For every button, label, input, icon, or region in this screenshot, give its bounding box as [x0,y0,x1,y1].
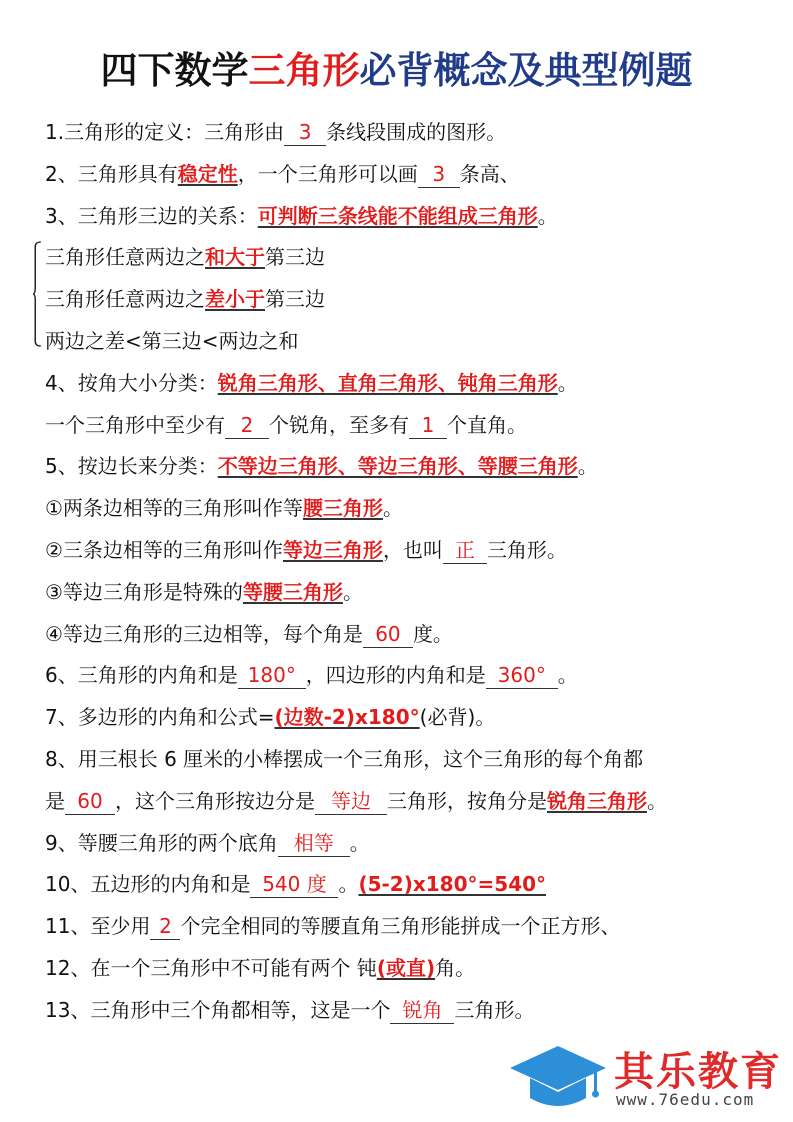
content-lines [45,112,765,1032]
answer-blank: 1 [409,412,447,439]
answer-blank: 3 [284,119,326,146]
text-segment: (必背)。 [419,705,496,730]
text-segment: 。 [557,370,578,395]
content-line [45,405,765,447]
text-segment: 三角形。 [454,997,535,1022]
text-segment: 条高、 [459,161,520,186]
content-line [45,446,765,488]
text-segment: ③等边三角形是特殊的 [45,579,243,604]
answer-blank: 360° [486,662,558,689]
text-segment: 。 [349,830,370,855]
text-segment: 13、三角形中三个角都相等，这是一个 [45,997,391,1022]
text-segment: 。 [382,496,403,521]
content-line [45,572,765,614]
answer-text: 锐角三角形、直角三角形、钝角三角形 [217,370,558,395]
answer-blank: 正 [443,537,487,564]
text-segment: ②三条边相等的三角形叫作 [45,537,283,562]
answer-text: (5-2)x180°=540° [358,872,547,897]
text-segment: 5、按边长来分类： [45,454,218,479]
content-line [45,864,765,906]
answer-text: 可判断三条线能不能组成三角形 [257,203,538,228]
answer-blank: 60 [65,788,115,815]
text-segment: 4、按角大小分类： [45,370,218,395]
content-line [45,363,765,405]
title-part-1: 四下数学 [100,49,249,92]
brand-name: 其乐教育 [614,1049,782,1095]
text-segment: 是 [45,788,65,813]
text-segment: 角。 [435,955,476,980]
text-segment: ，四边形的内角和是 [305,663,486,688]
answer-text: 等边三角形 [282,537,383,562]
answer-text: 锐角三角形 [547,788,647,813]
text-segment: 11、至少用 [45,914,151,939]
text-segment: 9、等腰三角形的两个底角 [45,830,278,855]
text-segment: 。 [647,788,667,813]
text-segment: 个完全相同的等腰直角三角形能拼成一个正方形、 [180,914,621,939]
brand-url: www.76edu.com [616,1090,755,1109]
text-segment: 两边之差<第三边<两边之和 [45,328,299,353]
content-line [45,488,765,530]
text-segment: 三角形任意两边之 [45,245,205,270]
text-segment: ④等边三角形的三边相等，每个角是 [45,621,363,646]
text-segment: 个直角。 [447,412,527,437]
answer-text: 不等边三角形、等边三角形、等腰三角形 [217,454,578,479]
text-segment: 。 [342,579,363,604]
text-segment: 。 [557,663,578,688]
answer-text: 差小于 [205,287,265,312]
title-part-3: 必背概念及典型例题 [359,49,693,92]
text-segment: 三角形任意两边之 [45,287,205,312]
answer-blank: 180° [238,662,306,689]
text-segment: 一个三角形中至少有 [45,412,225,437]
text-segment: ，这个三角形按边分是 [115,788,315,813]
content-line [45,321,765,363]
text-segment: 10、五边形的内角和是 [45,872,251,897]
content-line [45,614,765,656]
text-segment: 8、用三根长 6 厘米的小棒摆成一个三角形，这个三角形的每个角都 [45,746,644,771]
answer-blank: 2 [225,412,269,439]
text-segment: 2、三角形具有 [45,161,178,186]
text-segment: 三角形。 [486,537,567,562]
content-line [45,990,765,1032]
answer-blank: 60 [363,621,413,648]
text-segment: 7、多边形的内角和公式= [45,705,275,730]
text-segment: ，也叫 [382,537,443,562]
text-segment: ，一个三角形可以画 [237,161,418,186]
text-segment: 6、三角形的内角和是 [45,663,238,688]
answer-blank: 3 [418,161,460,188]
content-line [45,154,765,196]
answer-blank: 等边 [315,788,387,815]
answer-blank: 相等 [278,830,350,857]
text-segment: 。 [338,872,359,897]
content-line [45,655,765,697]
text-segment: 个锐角，至多有 [269,412,409,437]
text-segment: ①两条边相等的三角形叫作等 [45,496,303,521]
text-segment: 。 [537,203,558,228]
text-segment: 12、在一个三角形中不可能有两个 钝 [45,955,377,980]
content-line [45,948,765,990]
content-line [45,781,765,823]
text-segment: 1.三角形的定义：三角形由 [45,120,285,144]
text-segment: 。 [577,454,598,479]
answer-text: 稳定性 [177,161,238,186]
content-line [45,739,765,781]
content-line [45,112,765,154]
content-line [45,697,765,739]
answer-text: 等腰三角形 [242,579,343,604]
text-segment: 三角形，按角分是 [387,788,547,813]
answer-text: 腰三角形 [302,496,383,521]
content-line [45,196,765,238]
answer-text: 和大于 [205,245,265,270]
content-line [45,237,765,279]
content-line [45,530,765,572]
answer-blank: 2 [150,913,180,940]
answer-text: (或直) [376,955,436,980]
page-title [0,40,793,94]
content-line [45,823,765,865]
brace-icon [33,241,42,347]
text-segment: 第三边 [265,287,325,312]
content-line [45,279,765,321]
text-segment: 3、三角形三边的关系： [45,203,258,228]
text-segment: 度。 [412,621,453,646]
answer-blank: 锐角 [390,997,454,1024]
text-segment: 第三边 [265,245,325,270]
content-line [45,906,765,948]
title-part-2: 三角形 [248,49,360,92]
answer-blank: 540 度 [250,871,338,898]
text-segment: 条线段围成的图形。 [326,120,507,144]
answer-text: (边数-2)x180° [274,705,420,730]
graduation-cap-icon [508,1042,608,1114]
